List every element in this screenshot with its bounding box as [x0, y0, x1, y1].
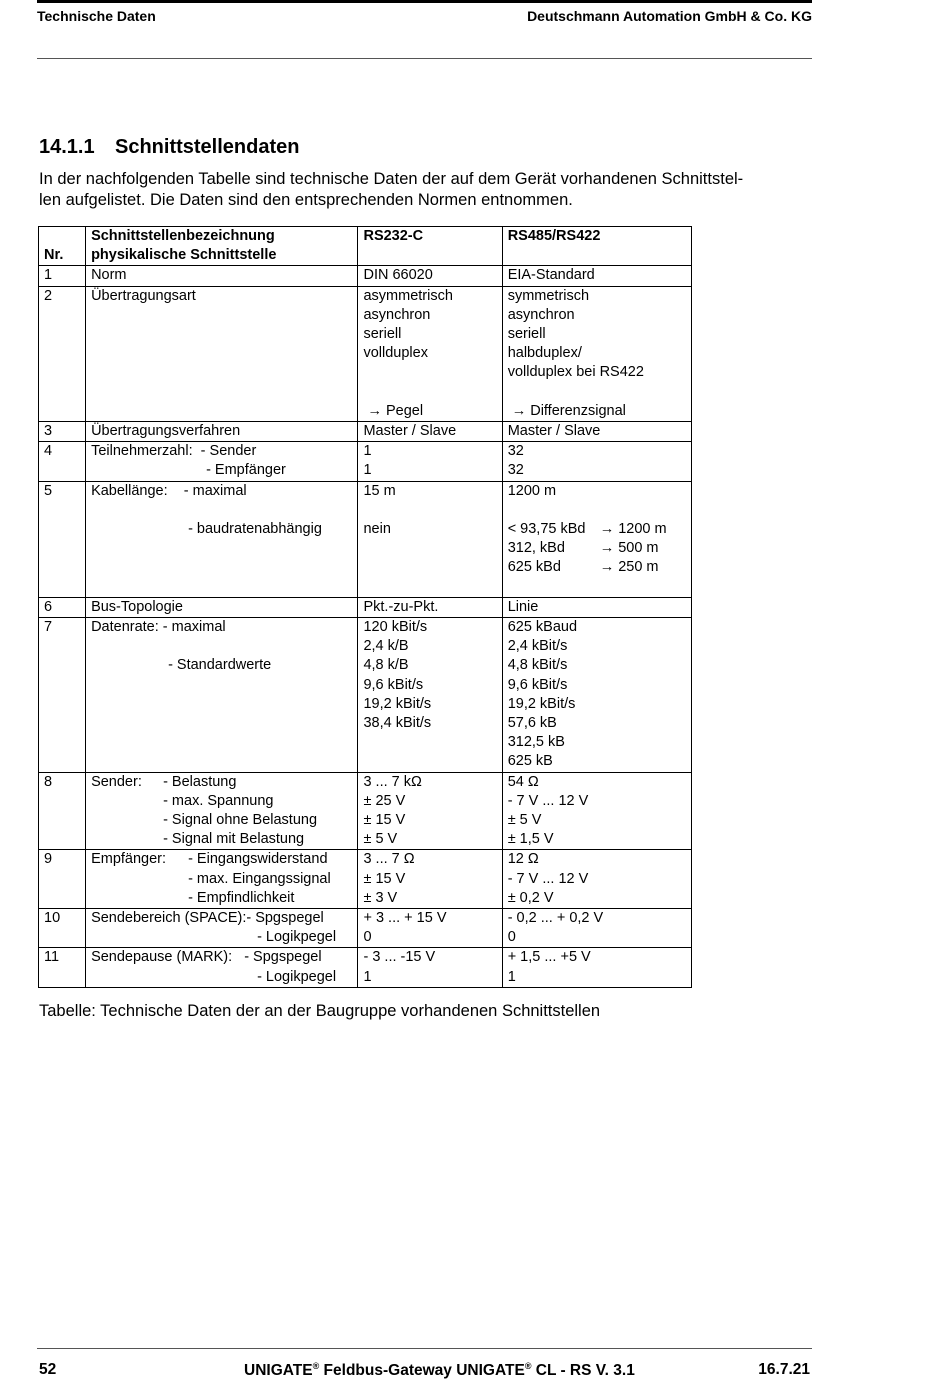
row-rs485: 12 Ω - 7 V ... 12 V ± 0,2 V: [502, 850, 691, 909]
row-nr: 11: [39, 948, 86, 987]
row-rs485: EIA-Standard: [502, 266, 691, 286]
footer-product: UNIGATE® Feldbus-Gateway UNIGATE® CL - RS V. 3.1: [244, 1361, 635, 1380]
row-rs232: Master / Slave: [358, 422, 502, 442]
row-rs485: + 1,5 ... +5 V 1: [502, 948, 691, 987]
row-rs232: + 3 ... + 15 V 0: [358, 909, 502, 948]
table-row: [39, 422, 692, 442]
row-rs485: 625 kBaud 2,4 kBit/s 4,8 kBit/s 9,6 kBit/s 19,2 kBit/s 57,6 kB 312,5 kB 625 kB: [502, 618, 691, 773]
row-rs232: 120 kBit/s 2,4 k/B 4,8 k/B 9,6 kBit/s 19,2 kBit/s 38,4 kBit/s: [358, 618, 502, 773]
row-nr: 10: [39, 909, 86, 948]
row-rs485: 1200 m < 93,75 kBd → 1200 m 312, kBd → 500 m 625 kBd → 250 m: [502, 481, 691, 597]
header-company: Deutschmann Automation GmbH & Co. KG: [527, 8, 812, 24]
row-nr: 1: [39, 266, 86, 286]
row-label: Übertragungsverfahren: [86, 422, 358, 442]
footer-date: 16.7.21: [758, 1361, 810, 1378]
row-rs232: 3 ... 7 Ω ± 15 V ± 3 V: [358, 850, 502, 909]
rate-line: < 93,75 kBd → 1200 m: [507, 521, 667, 538]
row-rs485: 54 Ω - 7 V ... 12 V ± 5 V ± 1,5 V: [502, 772, 691, 850]
row-rs485: Master / Slave: [502, 422, 691, 442]
header-rule: [37, 58, 812, 59]
table-row: [39, 286, 692, 421]
table-row: [39, 597, 692, 617]
row-nr: 7: [39, 618, 86, 773]
row-rs485: - 0,2 ... + 0,2 V 0: [502, 909, 691, 948]
spec-table: [38, 226, 692, 988]
table-row: [39, 442, 692, 481]
header-interface-cell: Schnittstellenbezeichnung physikalische Schnittstelle: [86, 227, 358, 266]
table-header-row: [39, 227, 692, 266]
rate-line: 625 kBd → 250 m: [507, 559, 659, 576]
intro-paragraph: [39, 169, 814, 211]
row-label: Teilnehmerzahl: - Sender - Empfänger: [86, 442, 358, 481]
table-caption: Tabelle: Technische Daten der an der Baugruppe vorhandenen Schnittstellen: [39, 1002, 601, 1020]
intro-line: len aufgelistet. Die Daten sind den entsprechenden Normen entnommen.: [39, 191, 573, 209]
footer-rule: [37, 1348, 812, 1349]
section-number: 14.1.1: [39, 136, 95, 158]
row-rs232: asymmetrisch asynchron seriell vollduplex → Pegel: [358, 286, 502, 421]
intro-line: In der nachfolgenden Tabelle sind technische Daten der auf dem Gerät vorhandenen Schnittstel-: [39, 170, 744, 188]
row-rs485: symmetrisch asynchron seriell halbduplex/ vollduplex bei RS422 → Differenzsignal: [502, 286, 691, 421]
row-nr: 4: [39, 442, 86, 481]
row-rs485: Linie: [502, 597, 691, 617]
table-row: [39, 266, 692, 286]
table-row: [39, 481, 692, 597]
row-rs485: 32 32: [502, 442, 691, 481]
header-rs232-cell: RS232-C: [358, 227, 502, 266]
row-nr: 2: [39, 286, 86, 421]
row-label: Sendepause (MARK): - Spgspegel - Logikpegel: [86, 948, 358, 987]
row-label: Übertragungsart: [86, 286, 358, 421]
row-nr: 8: [39, 772, 86, 850]
table-row: [39, 618, 692, 773]
header-top-rule: [37, 0, 812, 3]
section-title: [39, 136, 299, 159]
header-rs485-cell: RS485/RS422: [502, 227, 691, 266]
row-label: Norm: [86, 266, 358, 286]
row-rs232: 1 1: [358, 442, 502, 481]
table-row: [39, 948, 692, 987]
row-rs232: 15 m nein: [358, 481, 502, 597]
row-rs232: 3 ... 7 kΩ ± 25 V ± 15 V ± 5 V: [358, 772, 502, 850]
row-nr: 5: [39, 481, 86, 597]
row-rs232: DIN 66020: [358, 266, 502, 286]
rate-line: 312, kBd → 500 m: [507, 540, 659, 557]
row-nr: 3: [39, 422, 86, 442]
row-label: Sendebereich (SPACE):- Spgspegel - Logikpegel: [86, 909, 358, 948]
table-row: [39, 850, 692, 909]
header-nr-cell: Nr.: [39, 227, 86, 266]
table-row: [39, 772, 692, 850]
section-heading: Schnittstellendaten: [115, 136, 300, 158]
row-label: Datenrate: - maximal - Standardwerte: [86, 618, 358, 773]
row-nr: 6: [39, 597, 86, 617]
row-label: Sender: - Belastung - max. Spannung - Signal ohne Belastung - Signal mit Belastung: [86, 772, 358, 850]
row-label: Kabellänge: - maximal - baudratenabhängig: [86, 481, 358, 597]
row-rs232: - 3 ... -15 V 1: [358, 948, 502, 987]
page-number: 52: [39, 1361, 57, 1378]
row-rs232: Pkt.-zu-Pkt.: [358, 597, 502, 617]
registered-mark: ®: [524, 1361, 532, 1371]
header-chapter: Technische Daten: [37, 8, 156, 24]
table-row: [39, 909, 692, 948]
row-nr: 9: [39, 850, 86, 909]
row-label: Empfänger: - Eingangswiderstand - max. Eingangssignal - Empfindlichkeit: [86, 850, 358, 909]
row-label: Bus-Topologie: [86, 597, 358, 617]
registered-mark: ®: [312, 1361, 320, 1371]
